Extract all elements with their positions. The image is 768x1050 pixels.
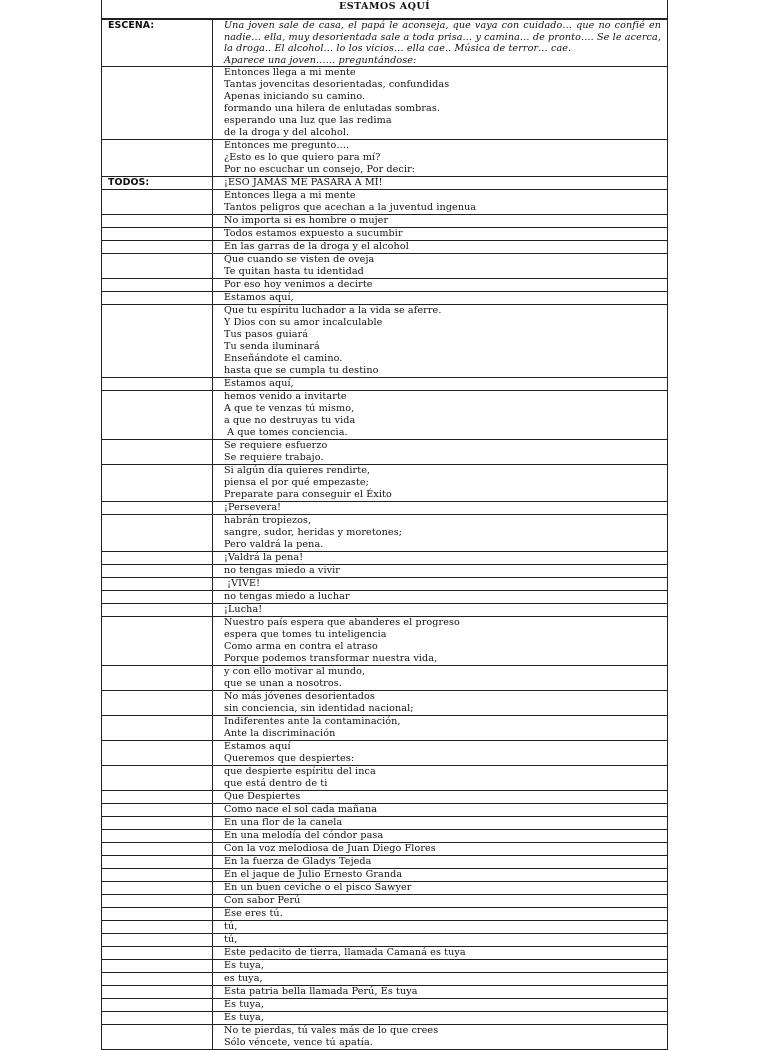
speaker-cell (102, 934, 213, 947)
verse-line: No te pierdas, tú vales más de lo que crees (224, 1025, 439, 1036)
speaker-cell (102, 741, 213, 766)
verse-line: Estamos aquí, (224, 378, 294, 389)
verse-line: Con sabor Perú (224, 895, 301, 906)
verse-cell (213, 895, 668, 908)
verse-line: En el jaque de Julio Ernesto Granda (224, 869, 403, 880)
verse-cell (213, 578, 668, 591)
verse-cell (213, 241, 668, 254)
speaker-cell (102, 817, 213, 830)
verse-line: de la droga y del alcohol. (224, 127, 350, 138)
verse-cell (213, 973, 668, 986)
verse-cell (213, 552, 668, 565)
verse-line: Tantas jovencitas desorientadas, confundidas (224, 79, 450, 90)
speaker-cell (102, 843, 213, 856)
script-row (102, 908, 668, 921)
verse-line: En las garras de la droga y el alcohol (224, 241, 409, 252)
verse-cell (213, 947, 668, 960)
verse-cell (213, 292, 668, 305)
verse-cell (213, 817, 668, 830)
scene-direction-text: Una joven sale de casa, el papá le aconseja, que vaya con cuidado… que no confié en nadie… ella, muy desorientada sale a toda prisa… y camina… de pronto…. Se le acerca, la droga.. El alcohol… lo los vicios… ella cae.. Música de terror… cae. (224, 20, 661, 54)
verse-cell (213, 391, 668, 440)
script-row (102, 817, 668, 830)
speaker-cell (102, 391, 213, 440)
script-row (102, 830, 668, 843)
verse-cell (213, 791, 668, 804)
script-row (102, 502, 668, 515)
script-row (102, 856, 668, 869)
script-row (102, 666, 668, 691)
script-row (102, 766, 668, 791)
script-row (102, 292, 668, 305)
script-row (102, 228, 668, 241)
script-row (102, 591, 668, 604)
verse-line: Como nace el sol cada mañana (224, 804, 378, 815)
speaker-cell (102, 1025, 213, 1050)
verse-line: Es tuya, (224, 999, 264, 1010)
verse-line: No importa si es hombre o mujer (224, 215, 389, 226)
speaker-cell: TODOS: (102, 177, 213, 190)
script-row (102, 921, 668, 934)
script-row (102, 843, 668, 856)
verse-line: es tuya, (224, 973, 263, 984)
speaker-cell (102, 604, 213, 617)
script-row (102, 440, 668, 465)
verse-line: Pero valdrá la pena. (224, 539, 324, 550)
speaker-cell (102, 515, 213, 552)
script-table (101, 19, 668, 1050)
script-row (102, 515, 668, 552)
speaker-cell (102, 856, 213, 869)
speaker-cell (102, 895, 213, 908)
verse-line: no tengas miedo a vivir (224, 565, 340, 576)
verse-line: Ése eres tú. (224, 908, 283, 919)
speaker-cell (102, 552, 213, 565)
verse-line: ¡Lucha! (224, 604, 263, 615)
verse-line: Que tu espíritu luchador a la vida se aferre. (224, 305, 442, 316)
document-title: ESTAMOS AQUÍ (101, 0, 668, 19)
verse-line: habrán tropiezos, (224, 515, 312, 526)
speaker-cell (102, 1012, 213, 1025)
verse-line: ¡VIVE! (224, 578, 261, 589)
verse-line: Apenas iniciando su camino. (224, 91, 366, 102)
verse-line: Estamos aquí, (224, 292, 294, 303)
speaker-cell: ESCENA: (102, 20, 213, 67)
verse-cell (213, 215, 668, 228)
script-row (102, 254, 668, 279)
verse-cell (213, 666, 668, 691)
verse-line: que despierte espíritu del inca (224, 766, 376, 777)
verse-cell (213, 691, 668, 716)
verse-line: Es tuya, (224, 1012, 264, 1023)
script-row (102, 986, 668, 999)
script-document (101, 0, 668, 1050)
script-row (102, 999, 668, 1012)
verse-line: a que no destruyas tu vida (224, 415, 356, 426)
verse-cell (213, 440, 668, 465)
verse-line: tú, (224, 934, 238, 945)
verse-line: y con ello motivar al mundo, (224, 666, 366, 677)
script-row (102, 895, 668, 908)
verse-line: esperando una luz que las redima (224, 115, 392, 126)
verse-line: Preparate para conseguir el Éxito (224, 489, 392, 500)
verse-line: Si algún día quieres rendirte, (224, 465, 371, 476)
verse-cell (213, 986, 668, 999)
speaker-cell (102, 440, 213, 465)
speaker-cell (102, 973, 213, 986)
speaker-cell (102, 882, 213, 895)
verse-line: Indiferentes ante la contaminación, (224, 716, 401, 727)
verse-cell (213, 617, 668, 666)
verse-line: Estamos aquí (224, 741, 291, 752)
verse-cell (213, 465, 668, 502)
script-row (102, 741, 668, 766)
speaker-cell (102, 908, 213, 921)
verse-cell (213, 766, 668, 791)
script-row (102, 691, 668, 716)
script-row (102, 67, 668, 140)
speaker-cell (102, 305, 213, 378)
verse-cell (213, 908, 668, 921)
verse-cell (213, 869, 668, 882)
script-row (102, 604, 668, 617)
script-row (102, 565, 668, 578)
script-row (102, 960, 668, 973)
verse-cell (213, 741, 668, 766)
verse-cell (213, 515, 668, 552)
script-row (102, 716, 668, 741)
verse-line: Y Dios con su amor incalculable (224, 317, 383, 328)
scene-direction-text: Aparece una joven…… preguntándose: (224, 54, 417, 66)
speaker-cell (102, 292, 213, 305)
script-row (102, 804, 668, 817)
speaker-cell (102, 215, 213, 228)
speaker-cell (102, 254, 213, 279)
verse-line: Se requiere esfuerzo (224, 440, 328, 451)
script-row (102, 791, 668, 804)
script-row (102, 869, 668, 882)
script-row (102, 973, 668, 986)
speaker-cell (102, 947, 213, 960)
speaker-cell (102, 565, 213, 578)
speaker-cell (102, 804, 213, 817)
verse-cell (213, 716, 668, 741)
verse-cell (213, 502, 668, 515)
verse-line: En la fuerza de Gladys Tejeda (224, 856, 372, 867)
verse-line: A que tomes conciencia. (224, 427, 348, 438)
script-row (102, 1012, 668, 1025)
script-row (102, 934, 668, 947)
verse-line: Tu senda iluminará (224, 341, 320, 352)
script-row (102, 1025, 668, 1050)
verse-cell (213, 830, 668, 843)
verse-cell (213, 999, 668, 1012)
speaker-cell (102, 190, 213, 215)
speaker-cell (102, 766, 213, 791)
script-row (102, 279, 668, 292)
verse-line: Nuestro país espera que abanderes el progreso (224, 617, 460, 628)
verse-line: ¡Valdrá la pena! (224, 552, 304, 563)
verse-cell (213, 67, 668, 140)
verse-line: A que te venzas tú mismo, (224, 403, 355, 414)
verse-line: que se unan a nosotros. (224, 678, 342, 689)
verse-cell (213, 934, 668, 947)
verse-cell (213, 190, 668, 215)
speaker-cell (102, 791, 213, 804)
script-rows (102, 20, 668, 1050)
speaker-cell (102, 67, 213, 140)
verse-line: Como arma en contra el atraso (224, 641, 378, 652)
speaker-cell (102, 691, 213, 716)
verse-line: piensa el por qué empezaste; (224, 477, 370, 488)
verse-line: Este pedacito de tierra, llamada Camaná es tuya (224, 947, 466, 958)
verse-cell (213, 228, 668, 241)
speaker-cell (102, 921, 213, 934)
speaker-cell (102, 716, 213, 741)
verse-cell (213, 882, 668, 895)
speaker-cell (102, 666, 213, 691)
speaker-cell (102, 378, 213, 391)
verse-line: hemos venido a invitarte (224, 391, 347, 402)
verse-line: Te quitan hasta tu identidad (224, 266, 364, 277)
script-row (102, 215, 668, 228)
speaker-cell (102, 830, 213, 843)
verse-line: Porque podemos transformar nuestra vida, (224, 653, 438, 664)
speaker-cell (102, 140, 213, 177)
script-row (102, 241, 668, 254)
verse-cell (213, 565, 668, 578)
verse-cell (213, 804, 668, 817)
verse-cell (213, 921, 668, 934)
speaker-cell (102, 986, 213, 999)
verse-line: sangre, sudor, heridas y moretones; (224, 527, 403, 538)
script-row (102, 391, 668, 440)
verse-line: ¡Persevera! (224, 502, 282, 513)
verse-cell (213, 177, 668, 190)
verse-line: Esta patria bella llamada Perú, Es tuya (224, 986, 418, 997)
verse-line: Enseñándote el camino. (224, 353, 343, 364)
verse-line: Con la voz melodiosa de Juan Diego Flores (224, 843, 436, 854)
script-row (102, 947, 668, 960)
verse-line: Entonces me pregunto…. (224, 140, 350, 151)
verse-line: Entonces llega a mi mente (224, 67, 356, 78)
verse-line: Se requiere trabajo. (224, 452, 324, 463)
verse-line: Queremos que despiertes: (224, 753, 355, 764)
verse-line: En un buen ceviche o el pisco Sawyer (224, 882, 412, 893)
verse-line: espera que tomes tu inteligencia (224, 629, 387, 640)
verse-line: no tengas miedo a luchar (224, 591, 350, 602)
verse-cell (213, 604, 668, 617)
speaker-cell (102, 869, 213, 882)
verse-cell (213, 1025, 668, 1050)
verse-line: Que Despiertes (224, 791, 301, 802)
speaker-cell (102, 228, 213, 241)
verse-line: Ante la discriminación (224, 728, 336, 739)
script-row (102, 882, 668, 895)
verse-line: Entonces llega a mi mente (224, 190, 356, 201)
verse-line: En una melodía del cóndor pasa (224, 830, 384, 841)
verse-line: Tus pasos guiará (224, 329, 309, 340)
verse-line: Todos estamos expuesto a sucumbir (224, 228, 403, 239)
script-row (102, 552, 668, 565)
verse-line: ¡ESO JAMÁS ME PASARA A MÍ! (224, 177, 383, 188)
verse-line: Es tuya, (224, 960, 264, 971)
script-row (102, 190, 668, 215)
speaker-cell (102, 241, 213, 254)
script-row (102, 305, 668, 378)
script-row (102, 465, 668, 502)
script-row (102, 177, 668, 190)
verse-line: Tantos peligros que acechan a la juventud ingenua (224, 202, 477, 213)
speaker-cell (102, 578, 213, 591)
verse-line: sin conciencia, sin identidad nacional; (224, 703, 414, 714)
verse-line: tú, (224, 921, 238, 932)
speaker-cell (102, 279, 213, 292)
verse-cell (213, 140, 668, 177)
verse-cell (213, 378, 668, 391)
speaker-cell (102, 617, 213, 666)
script-row (102, 140, 668, 177)
speaker-cell (102, 591, 213, 604)
script-row (102, 20, 668, 67)
scene-direction-cell (213, 20, 668, 67)
verse-cell (213, 960, 668, 973)
verse-cell (213, 1012, 668, 1025)
script-row (102, 617, 668, 666)
verse-line: Que cuando se visten de oveja (224, 254, 375, 265)
speaker-cell (102, 502, 213, 515)
verse-cell (213, 591, 668, 604)
verse-cell (213, 279, 668, 292)
verse-cell (213, 254, 668, 279)
script-row (102, 578, 668, 591)
verse-line: hasta que se cumpla tu destino (224, 365, 379, 376)
verse-line: ¿Esto es lo que quiero para mí? (224, 152, 381, 163)
verse-line: En una flor de la canela (224, 817, 343, 828)
speaker-cell (102, 465, 213, 502)
verse-cell (213, 305, 668, 378)
verse-line: No más jóvenes desorientados (224, 691, 375, 702)
verse-cell (213, 843, 668, 856)
speaker-cell (102, 960, 213, 973)
verse-line: Por no escuchar un consejo, Por decir: (224, 164, 416, 175)
verse-cell (213, 856, 668, 869)
verse-line: que está dentro de ti (224, 778, 328, 789)
speaker-cell (102, 999, 213, 1012)
script-row (102, 378, 668, 391)
verse-line: Sólo véncete, vence tú apatía. (224, 1037, 373, 1048)
verse-line: formando una hilera de enlutadas sombras. (224, 103, 441, 114)
verse-line: Por eso hoy venimos a decirte (224, 279, 373, 290)
